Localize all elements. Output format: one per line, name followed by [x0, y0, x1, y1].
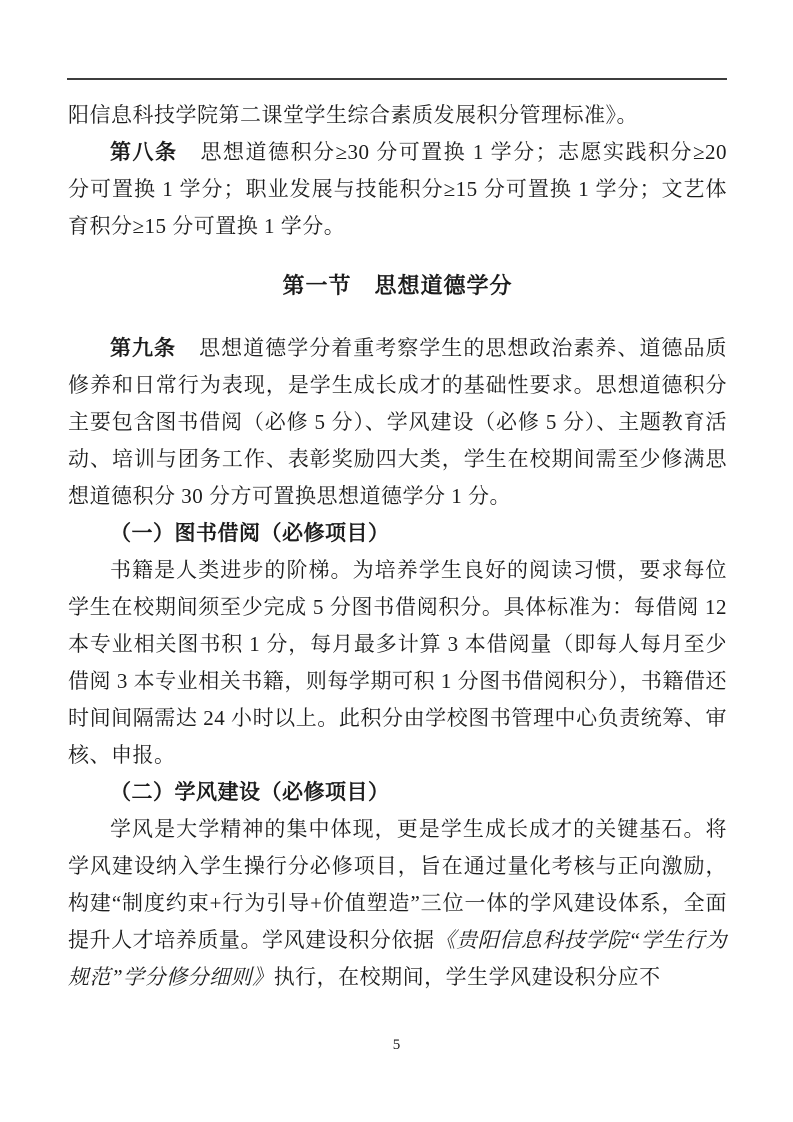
page-number: 5 [392, 1037, 401, 1053]
article-9-label: 第九条 [110, 336, 177, 360]
section-1-heading: 第一节 思想道德学分 [282, 273, 513, 298]
article-9-text: 思想道德学分着重考察学生的思想政治素养、道德品质修养和日常行为表现，是学生成长成才的基础性要求。思想道德积分主要包含图书借阅（必修 5 分）、学风建设（必修 5 分）、主题教育活动、培训与团务工作、表彰奖励四大类，学生在校期间需至少修满思想道德积分 30 分方可置换思想道德学分 1 分。 [68, 336, 727, 508]
article-9-paragraph [68, 330, 727, 515]
item-1-heading: （一）图书借阅（必修项目） [110, 521, 390, 545]
item-2-body-end: 执行，在校期间，学生学风建设积分应不 [273, 965, 661, 989]
article-8-label: 第八条 [110, 140, 178, 164]
item-2-body [68, 811, 727, 996]
continuation-paragraph: 阳信息科技学院第二课堂学生综合素质发展积分管理标准》。 [68, 103, 638, 127]
header-rule [67, 78, 727, 80]
article-8-paragraph [68, 134, 727, 245]
item-2-body-start: 学风是大学精神的集中体现，更是学生成长成才的关键基石。将学风建设纳入学生操行分必修项目，旨在通过量化考核与正向激励，构建“制度约束+行为引导+价值塑造”三位一体的学风建设体系，全面提升人才培养质量。学风建设积分依据 [68, 817, 727, 952]
item-1-body: 书籍是人类进步的阶梯。为培养学生良好的阅读习惯，要求每位学生在校期间须至少完成 5 分图书借阅积分。具体标准为：每借阅 12 本专业相关图书积 1 分，每月最多计算 3 本借阅量（即每人每月至少借阅 3 本专业相关书籍，则每学期可积 1 分图书借阅积分），书籍借还时间间隔需达 24 小时以上。此积分由学校图书管理中心负责统筹、审核、申报。 [68, 558, 727, 767]
article-8-text: 思想道德积分≥30 分可置换 1 学分；志愿实践积分≥20 分可置换 1 学分；职业发展与技能积分≥15 分可置换 1 学分；文艺体育积分≥15 分可置换 1 学分。 [68, 140, 727, 238]
document-content [68, 97, 727, 996]
book-title: 《贵阳信息科技学院“学生行为规范”学分修分细则》 [68, 928, 727, 989]
item-2-heading: （二）学风建设（必修项目） [110, 780, 390, 804]
